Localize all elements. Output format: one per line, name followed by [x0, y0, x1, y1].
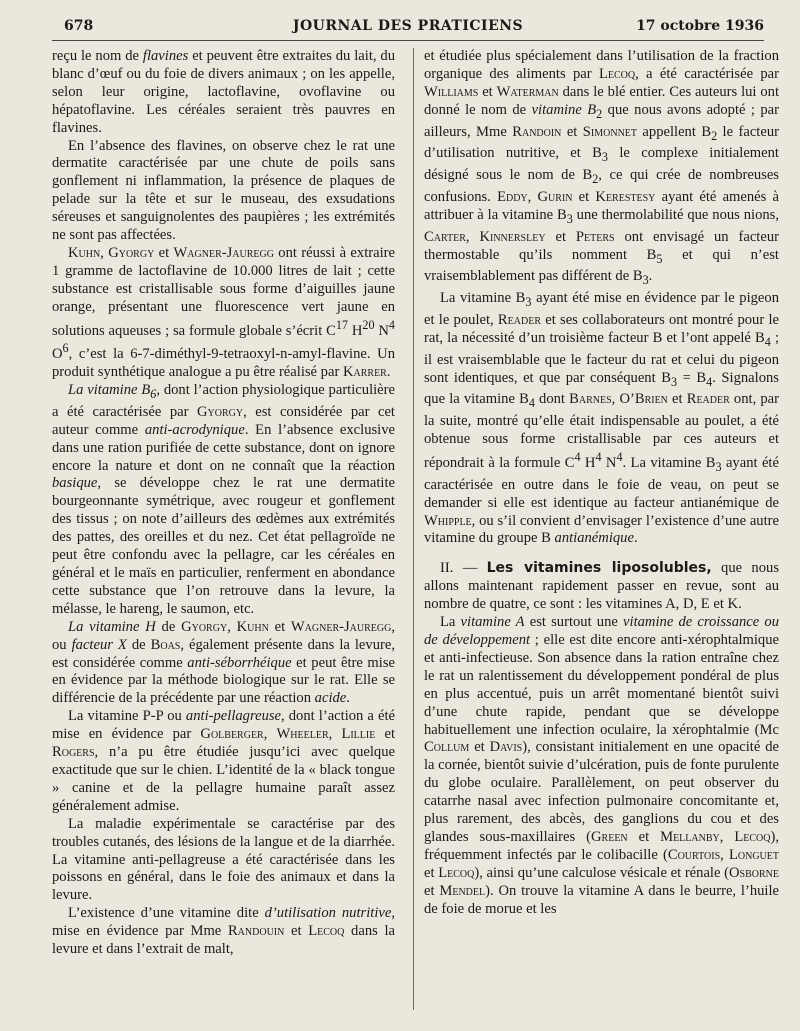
section-heading-paragraph: II. — Les vitamines liposolubles, que nous allons maintenant rapidement passer en revue, sont au nombre de quatre, ce sont : les vitamines A, D, E et K.	[424, 560, 779, 613]
paragraph: La maladie expérimentale se caractérise par des troubles cutanés, des lésions de la langue et de la diarrhée. La vitamine anti-pellagreuse a été caractérisée dans les poissons en général, dans le foie des animaux et dans la levure.	[52, 815, 395, 904]
paragraph: et étudiée plus spécialement dans l’utilisation de la fraction organique des aliments par Lecoq, a été caractérisée par Williams et Waterman dans le blé entier. Ces auteurs lui ont donné le nom de vitamine $B_2$ que nous avons adopté ; par ailleurs, Mme Randoin et Simonnet appellent $B_2$ le facteur d’utilisation nutritive, et $B_3$ le complexe initialement désigné sous le nom de $B_2$, ce qui crée de nombreuses confusions. Eddy, Gurin et Kerestesy ayant été amenés à attribuer à la vitamine $B_3$ une thermolabilité que nous nions, Carter, Kinnersley et Peters ont envisagé un facteur thermostable qu’ils nomment $B_5$ et qui n’est vraisemblablement pas différent de $B_3$.	[424, 48, 780, 288]
column-divider	[413, 48, 414, 1010]
section-gap	[424, 548, 779, 560]
paragraph: En l’absence des flavines, on observe chez le rat une dermatite caractérisée par une chute de poils sans gonflement ni inflammation, la présence de plaques de pelade sur la tête et sur le museau, des exsudations séreuses et sanguignolentes des paupières ; les extrémités ne sont pas affectées.	[52, 137, 395, 244]
journal-title: JOURNAL DES PRATICIENS	[292, 18, 524, 34]
paragraph: La vitamine $B_6$, dont l’action physiologique particulière a été caractérisée par Gyorgy, est considérée par cet auteur comme anti-acrodynique. En l’absence exclusive dans une ration purifiée de cette substance, dont on ignore encore la nature et dont on ne connaît que la réaction basique, se développe chez le rat une dermatite bourgeonnante symétrique, avec rougeur et gonflement des tissus ; on note d’ailleurs des œdèmes aux extrémités des pattes, des oreilles et du nez. Cet état pellagroïde ne peut être confondu avec la pellagre, car les céréales en général et le maïs en particulier, renferment en abondance cette substance que l’on retrouve dans la levure, la mélasse, le hareng, le saumon, etc.	[52, 382, 396, 617]
issue-date: 17 octobre 1936	[636, 18, 764, 34]
running-header	[52, 14, 764, 41]
paragraph: Kuhn, Gyorgy et Wagner-Jauregg ont réussi à extraire 1 gramme de lactoflavine de 10.000 litres de lait ; cette substance est cristallisable sous forme d’aiguilles jaune orange, présentant une fluorescence vert jaune en solutions aqueuses ; sa formule globale s’écrit $C^{17}$ $H^{20}$ $N^4$ $O^6$, c’est la 6-7-diméthyl-9-tetraoxyl-n-amyl-flavine. Un produit synthétique analogue a pu être réalisé par Karrer.	[52, 244, 395, 381]
paragraph: reçu le nom de flavines et peuvent être extraites du lait, du blanc d’œuf ou du foie de divers animaux ; on les appelle, selon leur origine, lactoflavine, ovoflavine ou hépatoflavine. Les céréales seraient très pauvres en flavines.	[52, 48, 395, 136]
paragraph: L’existence d’une vitamine dite d’utilisation nutritive, mise en évidence par Mme Randouin et Lecoq dans la levure et dans l’extrait de malt,	[52, 905, 395, 958]
paragraph: La vitamine $B_3$ ayant été mise en évidence par le pigeon et le poulet, Reader et ses collaborateurs ont montré pour le rat, la nécessité d’un troisième facteur B et l’ont appelé $B_4$ ; il est vraisemblable que le facteur du rat et celui du pigeon sont identiques, et que par conséquent $B_3 = B_4$. Signalons que la vitamine $B_4$ dont Barnes, O’Brien et Reader ont, par la suite, montré qu’elle était indispensable au poulet, a été obtenue sous forme cristallisable par ces auteurs et répondrait à la formule $C^4$ $H^4$ $N^4$. La vitamine $B_3$ ayant été caractérisée en outre dans le foie de veau, on peut se demander si elle est identique au facteur antianémique de Whipple, ou s’il convient d’envisager l’existence d’une autre vitamine du groupe B antianémique.	[424, 290, 780, 547]
right-column	[424, 48, 779, 919]
paragraph: La vitamine H de Gyorgy, Kuhn et Wagner-Jauregg, ou facteur X de Boas, également présente dans la levure, est considérée comme anti-séborrhéique et peut être mise en évidence par la méthode biologique sur le rat. Elle se différencie de la précédente par une réaction acide.	[52, 618, 395, 707]
paragraph: La vitamine P-P ou anti-pellagreuse, dont l’action a été mise en évidence par Golberger, Wheeler, Lillie et Rogers, n’a pu être étudiée jusqu’ici avec quelque exactitude que sur le chien. L’identité de la « black tongue » canine et de la pellagre humaine paraît assez généralement admise.	[52, 708, 396, 814]
paragraph: La vitamine A est surtout une vitamine de croissance ou de développement ; elle est dite encore anti-xérophtalmique et anti-infectieuse. Son absence dans la ration entraîne chez le rat un ralentissement du développement pondéral de plus en plus accentué, puis un arrêt momentané bientôt suivi d’une chute rapide, pendant que se développe habituellement une infection oculaire, la xérophtalmie (Mc Collum et Davis), consistant initialement en une opacité de la cornée, bientôt suivie d’ulcération, puis de fonte purulente du globe oculaire. Parallèlement, on peut observer du catarrhe nasal avec infection pulmonaire concomitante et, plus rarement, des abcès, des ganglions du cou et des glandes sous-maxillaires (Green et Mellanby, Lecoq), fréquemment infectés par le colibacille (Courtois, Longuet et Lecoq), ainsi qu’une calculose vésicale et rénale (Osborne et Mendel). On trouve la vitamine A dans le beurre, l’huile de foie de morue et les	[424, 614, 779, 917]
page-number: 678	[64, 18, 94, 34]
left-column	[52, 48, 395, 959]
